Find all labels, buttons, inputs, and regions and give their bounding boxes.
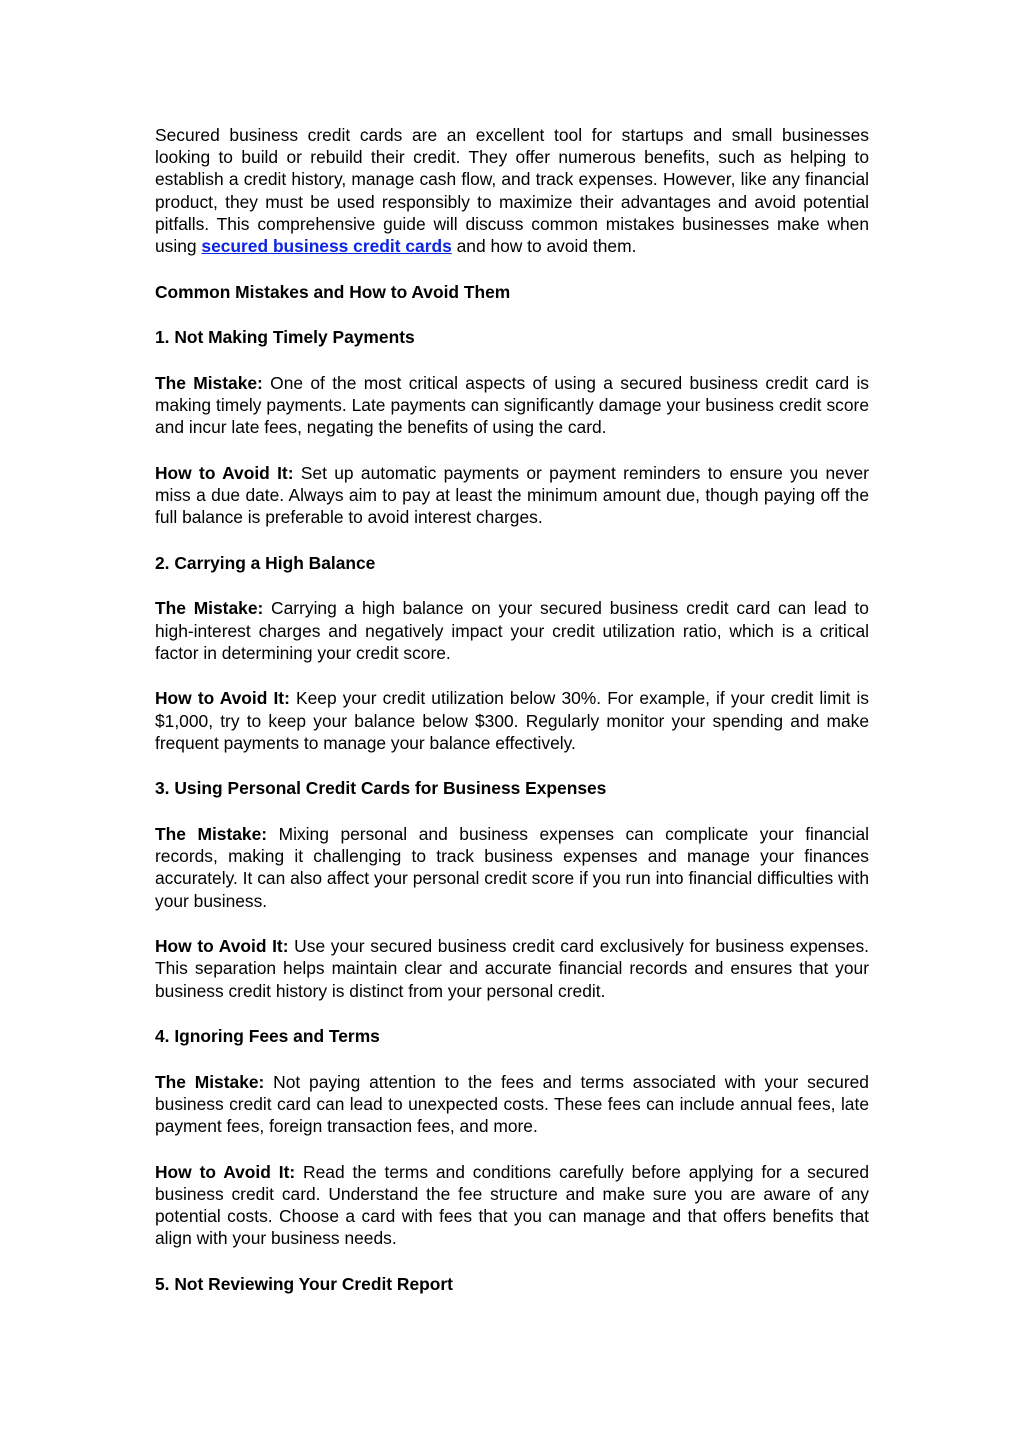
mistake-text: Not paying attention to the fees and terms associated with your secured business credit card can lead to unexpected costs. These fees can include annual fees, late payment fees, foreign transaction fees, and more. — [155, 1071, 869, 1137]
mistake-label: The Mistake: — [155, 823, 268, 844]
document-page — [155, 124, 869, 1319]
intro-paragraph — [155, 124, 869, 257]
avoid-label: How to Avoid It: — [155, 936, 289, 957]
section-heading-personal-cards: 3. Using Personal Credit Cards for Business Expenses — [155, 778, 607, 799]
avoid-paragraph — [155, 687, 869, 754]
section-heading-high-balance: 2. Carrying a High Balance — [155, 552, 376, 573]
avoid-text: Keep your credit utilization below 30%. For example, if your credit limit is $1,000, try to keep your balance below $300. Regularly monitor your spending and make frequent payments to manage your balance effectively. — [155, 688, 870, 753]
avoid-text: Set up automatic payments or payment reminders to ensure you never miss a due date. Always aim to pay at least the minimum amount due, though paying off the full balance is preferable to avoid interest charges. — [155, 462, 869, 528]
mistake-text: One of the most critical aspects of using a secured business credit card is making timely payments. Late payments can significantly damage your business credit score and incur late fees, negating the benefits of using the card. — [155, 372, 870, 438]
avoid-paragraph — [155, 1161, 869, 1250]
avoid-paragraph — [155, 935, 869, 1002]
main-heading: Common Mistakes and How to Avoid Them — [155, 281, 511, 302]
avoid-text: Use your secured business credit card exclusively for business expenses. This separation helps maintain clear and accurate financial records and ensures that your business credit history is distinct from your personal credit. — [155, 936, 869, 1001]
avoid-text: Read the terms and conditions carefully before applying for a secured business credit card. Understand the fee structure and make sure you are aware of any potential costs. Choose a card with fees that you can manage and that offers benefits that align with your business needs. — [155, 1161, 869, 1249]
intro-text-end: and how to avoid them. — [451, 236, 637, 257]
section-heading-fees-terms: 4. Ignoring Fees and Terms — [155, 1026, 380, 1047]
section-heading-timely-payments: 1. Not Making Timely Payments — [155, 327, 415, 348]
avoid-label: How to Avoid It: — [155, 688, 290, 709]
intro-text: Secured business credit cards are an excellent tool for startups and small businesses looking to build or rebuild their credit. They offer numerous benefits, such as helping to establish a credit history, manage cash flow, and track expenses. However, like any financial product, they must be used responsibly to maximize their advantages and avoid potential pitfalls. This comprehensive guide will discuss common mistakes businesses make when using — [155, 125, 869, 257]
mistake-paragraph — [155, 597, 869, 664]
mistake-label: The Mistake: — [155, 598, 264, 619]
mistake-paragraph — [155, 1071, 869, 1138]
avoid-paragraph — [155, 462, 869, 529]
mistake-paragraph — [155, 372, 869, 439]
avoid-label: How to Avoid It: — [155, 1161, 296, 1182]
mistake-label: The Mistake: — [155, 372, 263, 393]
mistake-text: Mixing personal and business expenses can complicate your financial records, making it challenging to track business expenses and manage your finances accurately. It can also affect your personal credit score if you run into financial difficulties with your business. — [155, 823, 870, 911]
mistake-text: Carrying a high balance on your secured business credit card can lead to high-interest charges and negatively impact your credit utilization ratio, which is a critical factor in determining your credit score. — [155, 598, 869, 663]
section-heading-credit-report: 5. Not Reviewing Your Credit Report — [155, 1273, 453, 1294]
mistake-label: The Mistake: — [155, 1071, 265, 1092]
secured-business-credit-cards-link[interactable]: secured business credit cards — [201, 236, 452, 257]
mistake-paragraph — [155, 823, 869, 912]
avoid-label: How to Avoid It: — [155, 462, 294, 483]
